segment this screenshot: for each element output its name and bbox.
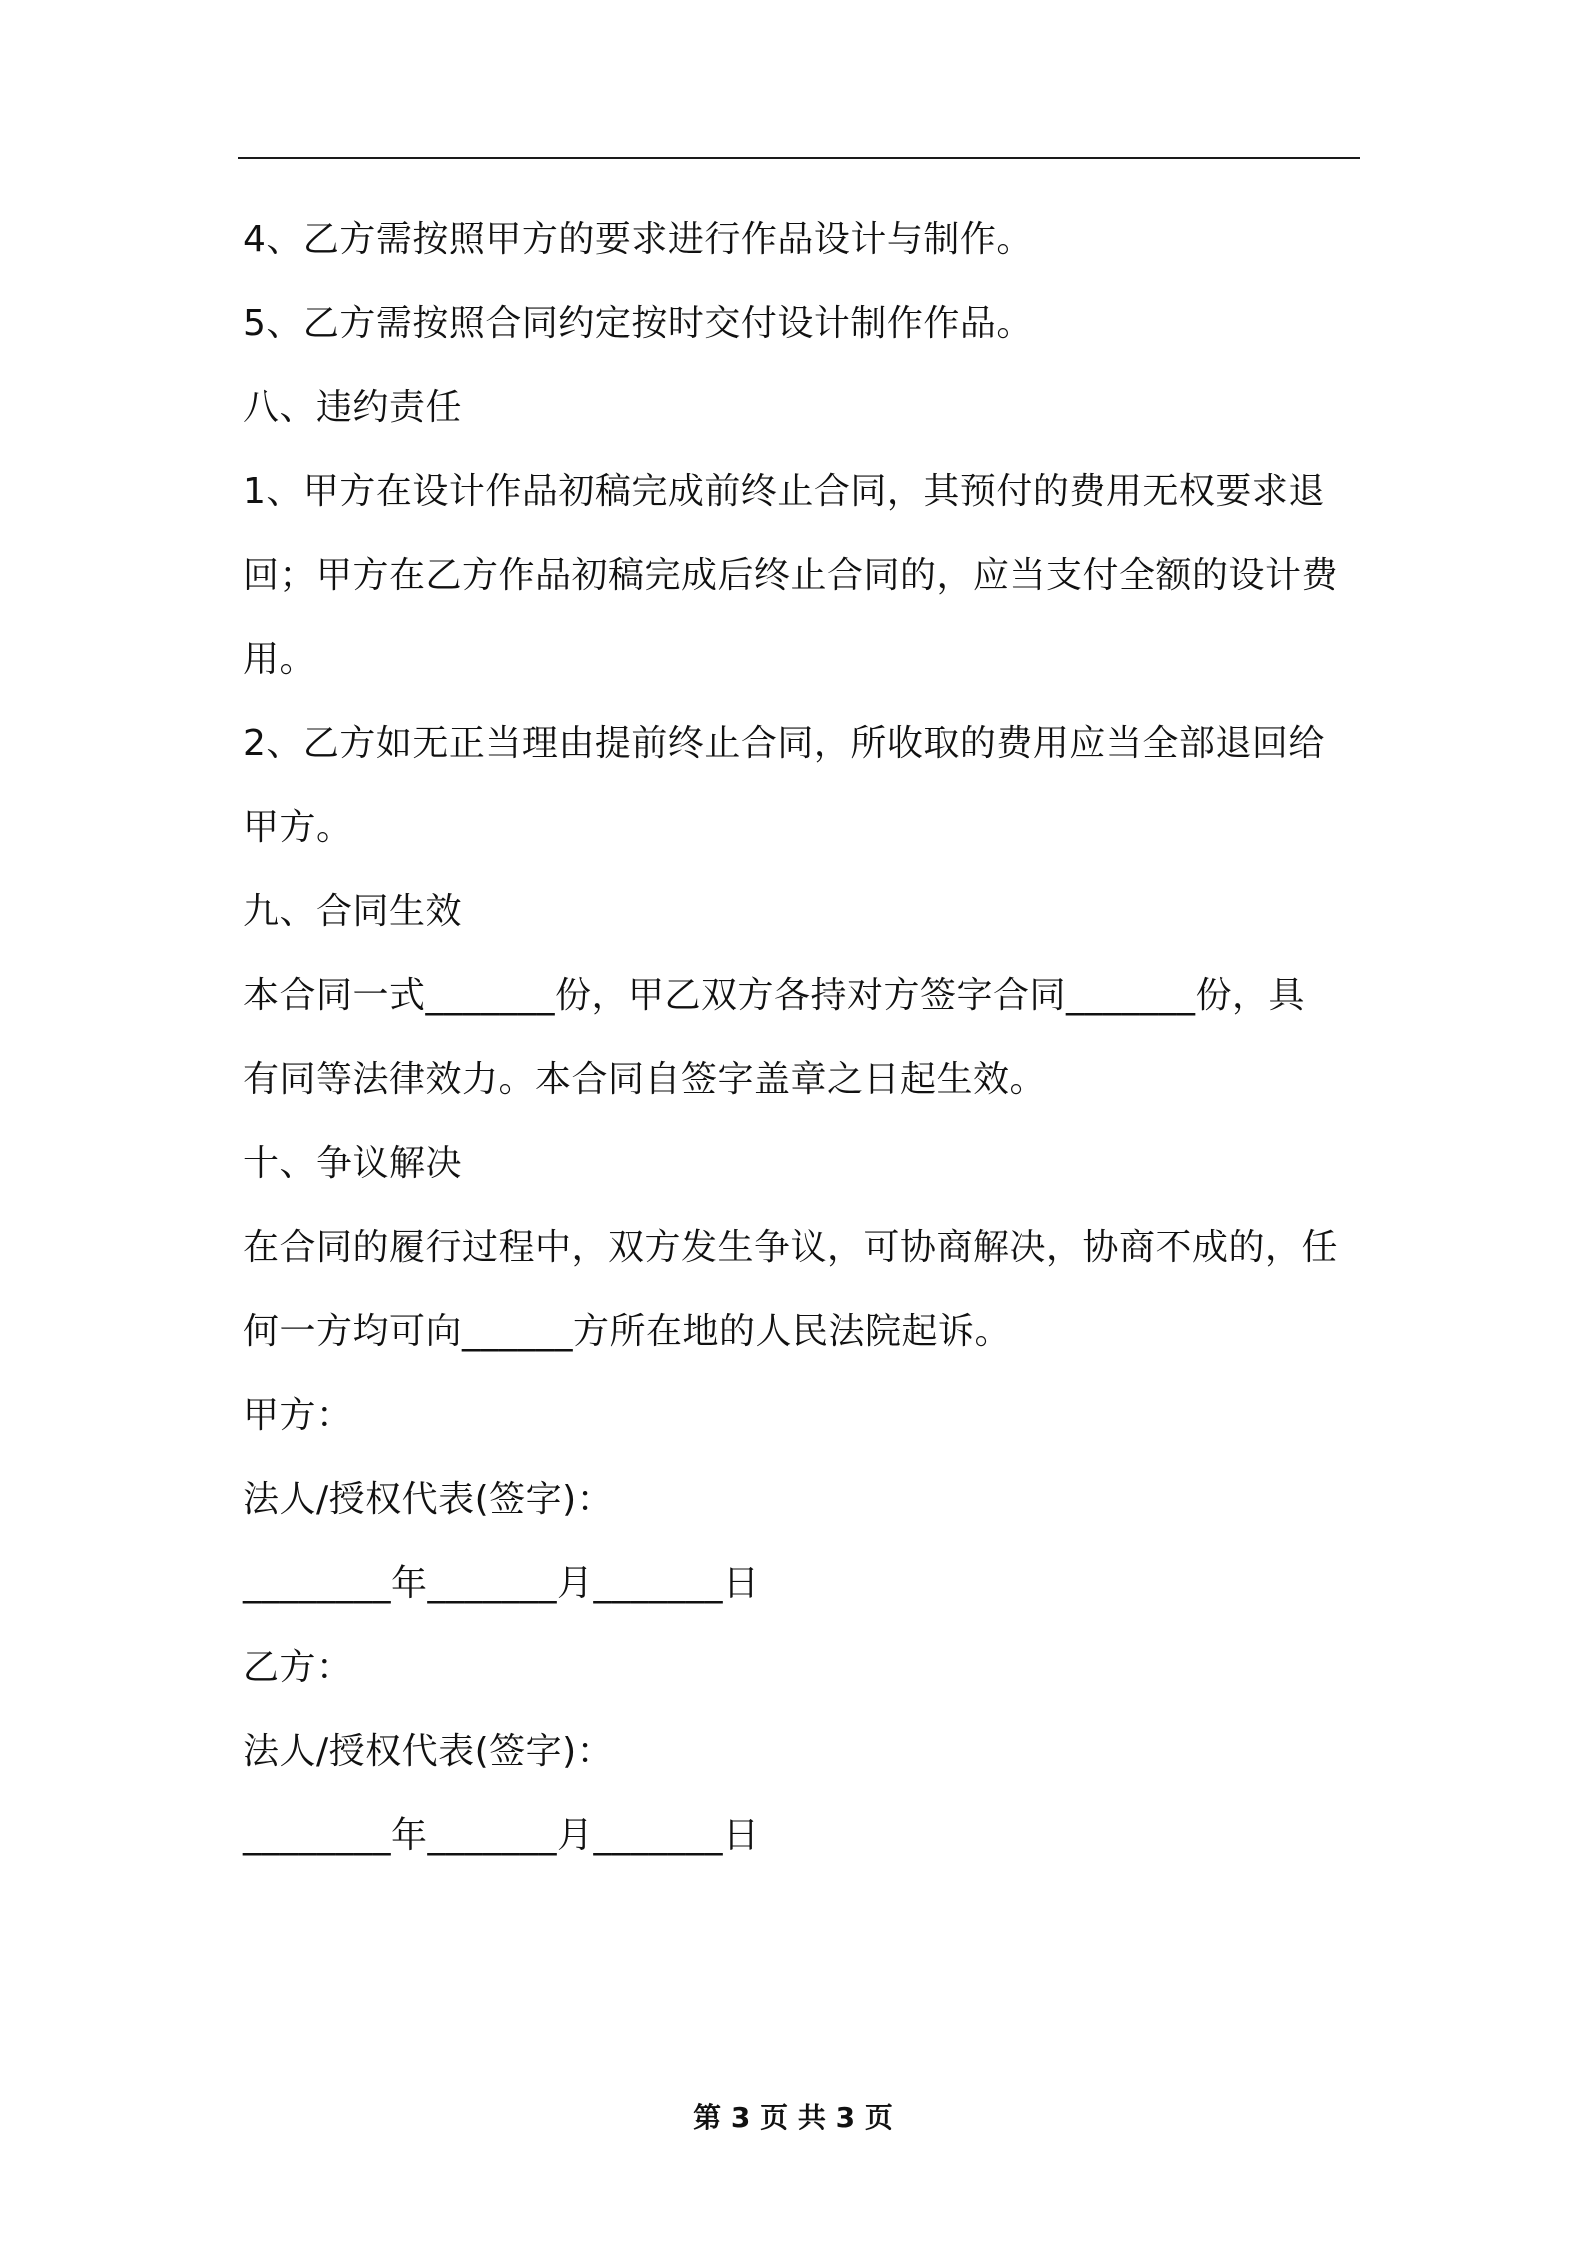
clause-line: 4、乙方需按照甲方的要求进行作品设计与制作。 xyxy=(243,219,1033,260)
party-b-signature-label: 法人/授权代表(签字)： xyxy=(243,1731,614,1772)
party-b-date-line: ________年_______月_______日 xyxy=(243,1815,760,1856)
section-heading: 十、争议解决 xyxy=(243,1143,463,1184)
header-rule xyxy=(238,157,1360,159)
clause-line: 1、甲方在设计作品初稿完成前终止合同，其预付的费用无权要求退 xyxy=(243,471,1325,512)
clause-line: 何一方均可向______方所在地的人民法院起诉。 xyxy=(243,1311,1012,1352)
clause-line: 用。 xyxy=(243,639,317,680)
clause-line: 有同等法律效力。本合同自签字盖章之日起生效。 xyxy=(243,1059,1047,1100)
clause-line: 本合同一式_______份，甲乙双方各持对方签字合同_______份，具 xyxy=(243,975,1306,1016)
clause-line: 回；甲方在乙方作品初稿完成后终止合同的，应当支付全额的设计费 xyxy=(243,555,1339,596)
clause-line: 2、乙方如无正当理由提前终止合同，所收取的费用应当全部退回给 xyxy=(243,723,1325,764)
clause-line: 在合同的履行过程中，双方发生争议，可协商解决，协商不成的，任 xyxy=(243,1227,1339,1268)
party-a-signature-label: 法人/授权代表(签字)： xyxy=(243,1479,614,1520)
page-number: 第 3 页 共 3 页 xyxy=(693,2101,893,2134)
clause-line: 甲方。 xyxy=(243,807,353,848)
clause-line: 5、乙方需按照合同约定按时交付设计制作作品。 xyxy=(243,303,1033,344)
section-heading: 八、违约责任 xyxy=(243,387,463,428)
party-b-label: 乙方： xyxy=(243,1647,353,1688)
party-a-date-line: ________年_______月_______日 xyxy=(243,1563,760,1604)
party-a-label: 甲方： xyxy=(243,1395,353,1436)
section-heading: 九、合同生效 xyxy=(243,891,463,932)
document-body xyxy=(243,198,1361,1878)
